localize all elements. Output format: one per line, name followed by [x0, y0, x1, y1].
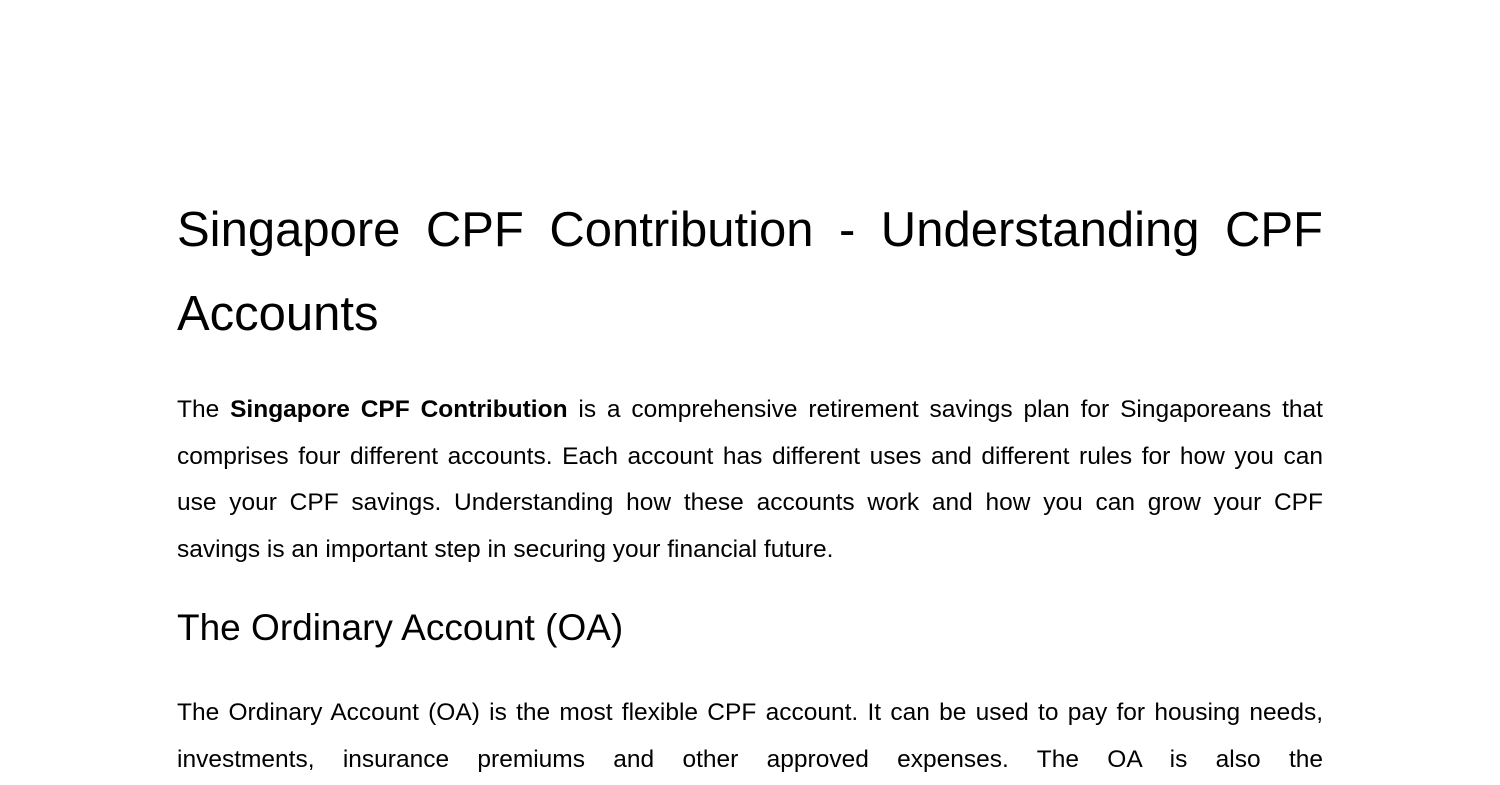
intro-rest: is a comprehensive retirement savings plan for Singaporeans that comprises four different accounts. Each account has different uses and different rules for how you can use your CPF savings. Understanding how these accounts work and how you can grow your CPF savings is an important step in securing your financial future.	[177, 396, 1323, 564]
intro-bold-phrase: Singapore CPF Contribution	[230, 396, 568, 423]
intro-lead: The	[177, 396, 231, 423]
document-title: Singapore CPF Contribution - Understanding CPF Accounts	[177, 203, 1323, 341]
intro-paragraph	[177, 387, 1323, 574]
section-body-oa: The Ordinary Account (OA) is the most flexible CPF account. It can be used to pay for housing needs, investments, insurance premiums and other approved expenses. The OA is also the	[177, 699, 1323, 773]
section-heading-oa: The Ordinary Account (OA)	[177, 607, 624, 648]
